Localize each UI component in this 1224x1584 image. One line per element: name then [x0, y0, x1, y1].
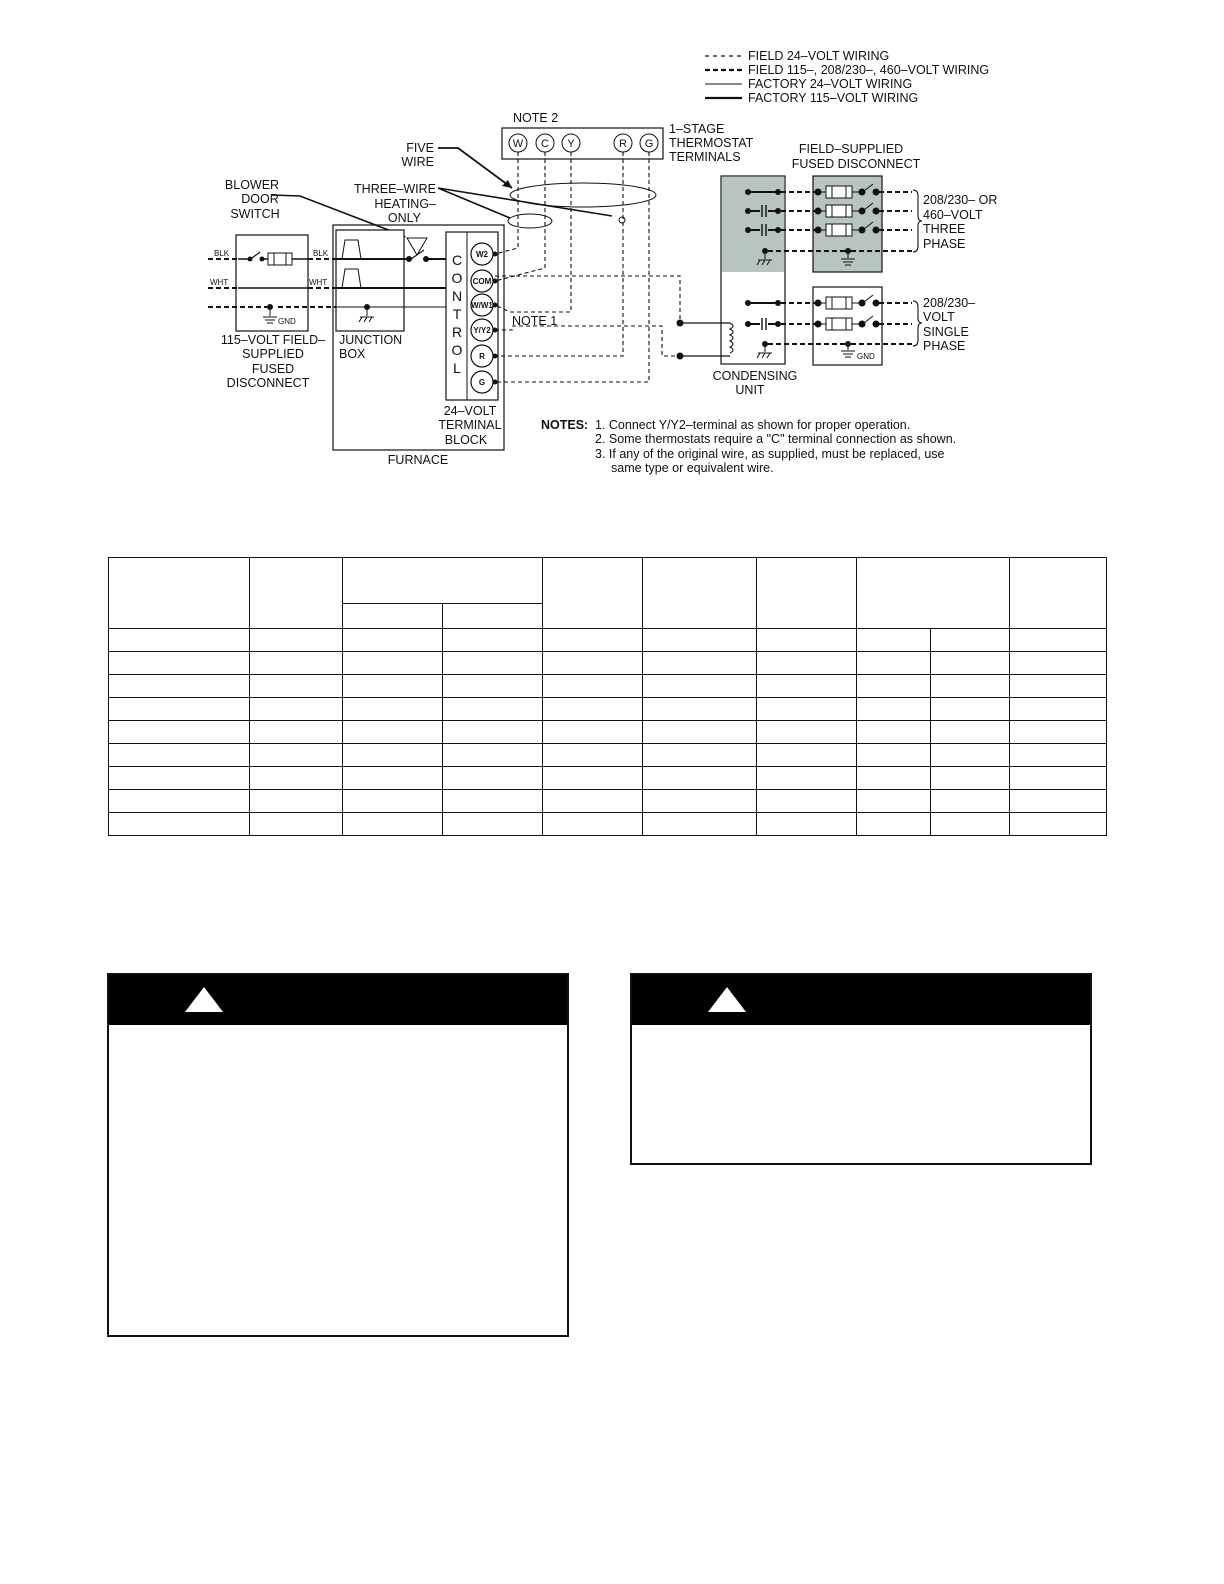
table-cell: [757, 558, 857, 629]
table-row: [109, 813, 1107, 836]
legend: [705, 49, 989, 105]
tstat-terminal-g: G: [644, 138, 654, 150]
three-wire-3: ONLY: [387, 211, 421, 225]
furnace: [333, 225, 504, 467]
control-letter-4: T: [452, 306, 462, 322]
three-phase-4: PHASE: [923, 237, 966, 251]
tstat-terminal-r: R: [619, 138, 627, 150]
disc115-label-2: SUPPLIED: [242, 347, 304, 361]
warning-box-right: [630, 973, 1092, 1165]
tstat-label-1: 1–STAGE: [669, 122, 725, 136]
table-cell: [343, 558, 543, 604]
single-phase-1: 208/230–: [923, 296, 976, 310]
notes-title: NOTES:: [541, 418, 589, 432]
three-phase-2: 460–VOLT: [923, 208, 983, 222]
tstat-label-3: TERMINALS: [669, 150, 741, 164]
condenser-label-2: UNIT: [735, 383, 765, 397]
control-letter-6: O: [451, 342, 463, 358]
legend-factory-115v: FACTORY 115–VOLT WIRING: [748, 91, 919, 105]
note1-label: NOTE 1: [512, 314, 558, 328]
table-row: [109, 652, 1107, 675]
junction-label-1: JUNCTION: [339, 333, 403, 347]
tstat-terminal-c: C: [541, 138, 549, 150]
warning-box-left: [107, 973, 569, 1337]
block-label-2: TERMINAL: [438, 418, 502, 432]
legend-factory-24v: FACTORY 24–VOLT WIRING: [748, 77, 913, 91]
gnd-label-field: GND: [857, 352, 875, 361]
table-row: [109, 629, 1107, 652]
condensing-unit: [677, 176, 798, 397]
block-label-1: 24–VOLT: [443, 404, 497, 418]
note-3-cont: same type or equivalent wire.: [611, 461, 774, 475]
field-disc-label-2: FUSED DISCONNECT: [791, 157, 921, 171]
table-row: [109, 744, 1107, 767]
wire-blk-out: BLK: [313, 249, 329, 258]
table-header-row: [109, 558, 1107, 604]
table-cell: [250, 558, 343, 629]
table-row: [109, 767, 1107, 790]
table-cell: [857, 558, 1010, 629]
control-letter-2: O: [451, 270, 463, 286]
legend-field-24v: FIELD 24–VOLT WIRING: [748, 49, 890, 63]
disc115-label-1: 115–VOLT FIELD–: [220, 333, 326, 347]
blower-door-3: SWITCH: [230, 207, 280, 221]
single-phase-2: VOLT: [923, 310, 955, 324]
five-wire-2: WIRE: [401, 155, 434, 169]
control-letter-1: C: [451, 252, 463, 268]
note-1: 1. Connect Y/Y2–terminal as shown for proper operation.: [595, 418, 911, 432]
ctrl-terminal-r: R: [479, 352, 485, 361]
junction-label-2: BOX: [339, 347, 366, 361]
spec-table: [108, 557, 1107, 836]
ctrl-terminal-ww1: W/W1: [471, 301, 493, 310]
legend-field-line: FIELD 115–, 208/230–, 460–VOLT WIRING: [748, 63, 990, 77]
ctrl-terminal-g: G: [478, 378, 486, 387]
furnace-label: FURNACE: [387, 453, 449, 467]
warning-triangle-icon: [185, 987, 223, 1012]
condenser-label-1: CONDENSING: [712, 369, 798, 383]
table-cell: [1010, 558, 1107, 629]
block-label-3: BLOCK: [444, 433, 488, 447]
wire-blk-in: BLK: [214, 249, 230, 258]
control-letter-3: N: [451, 288, 463, 304]
ctrl-terminal-com: COM: [472, 277, 492, 286]
note-3: 3. If any of the original wire, as supplied, must be replaced, use: [595, 447, 945, 461]
control-letter-5: R: [451, 324, 463, 340]
wiring-diagram: [0, 0, 1224, 500]
three-phase-3: THREE: [923, 222, 966, 236]
control-letter-7: L: [453, 360, 461, 376]
warning-banner: [632, 975, 1090, 1025]
three-phase-1: 208/230– OR: [923, 193, 998, 207]
tstat-label-2: THERMOSTAT: [669, 136, 754, 150]
disc115-label-4: DISCONNECT: [226, 376, 310, 390]
table-cell: [443, 604, 543, 629]
thermostat: [502, 111, 754, 164]
single-phase-3: SINGLE: [923, 325, 969, 339]
wire-wht-in: WHT: [210, 278, 229, 287]
table-row: [109, 721, 1107, 744]
notes: [541, 418, 956, 475]
disc115-label-3: FUSED: [251, 362, 295, 376]
table-cell: [643, 558, 757, 629]
note2-label: NOTE 2: [513, 111, 559, 125]
five-wire-1: FIVE: [406, 141, 434, 155]
power-labels: [923, 193, 997, 353]
ctrl-terminal-yy2: Y/Y2: [473, 326, 491, 335]
wire-wht-out: WHT: [309, 278, 328, 287]
field-disconnect: [792, 142, 921, 365]
three-wire-1: THREE–WIRE: [354, 182, 436, 196]
ctrl-terminal-w2: W2: [476, 250, 488, 259]
table-cell: [343, 604, 443, 629]
tstat-terminal-y: Y: [567, 138, 575, 150]
blower-door-2: DOOR: [241, 192, 279, 206]
blower-door-1: BLOWER: [224, 178, 280, 192]
gnd-label-115: GND: [278, 317, 296, 326]
field-disc-label-1: FIELD–SUPPLIED: [798, 142, 904, 156]
note-2: 2. Some thermostats require a "C" terminal connection as shown.: [595, 432, 957, 446]
warning-triangle-icon: [708, 987, 746, 1012]
table-cell: [109, 558, 250, 629]
warning-banner: [109, 975, 567, 1025]
table-row: [109, 675, 1107, 698]
table-cell: [543, 558, 643, 629]
table-row: [109, 790, 1107, 813]
tstat-terminal-w: W: [512, 138, 524, 150]
table-row: [109, 698, 1107, 721]
three-wire-2: HEATING–: [374, 197, 436, 211]
single-phase-4: PHASE: [923, 339, 966, 353]
